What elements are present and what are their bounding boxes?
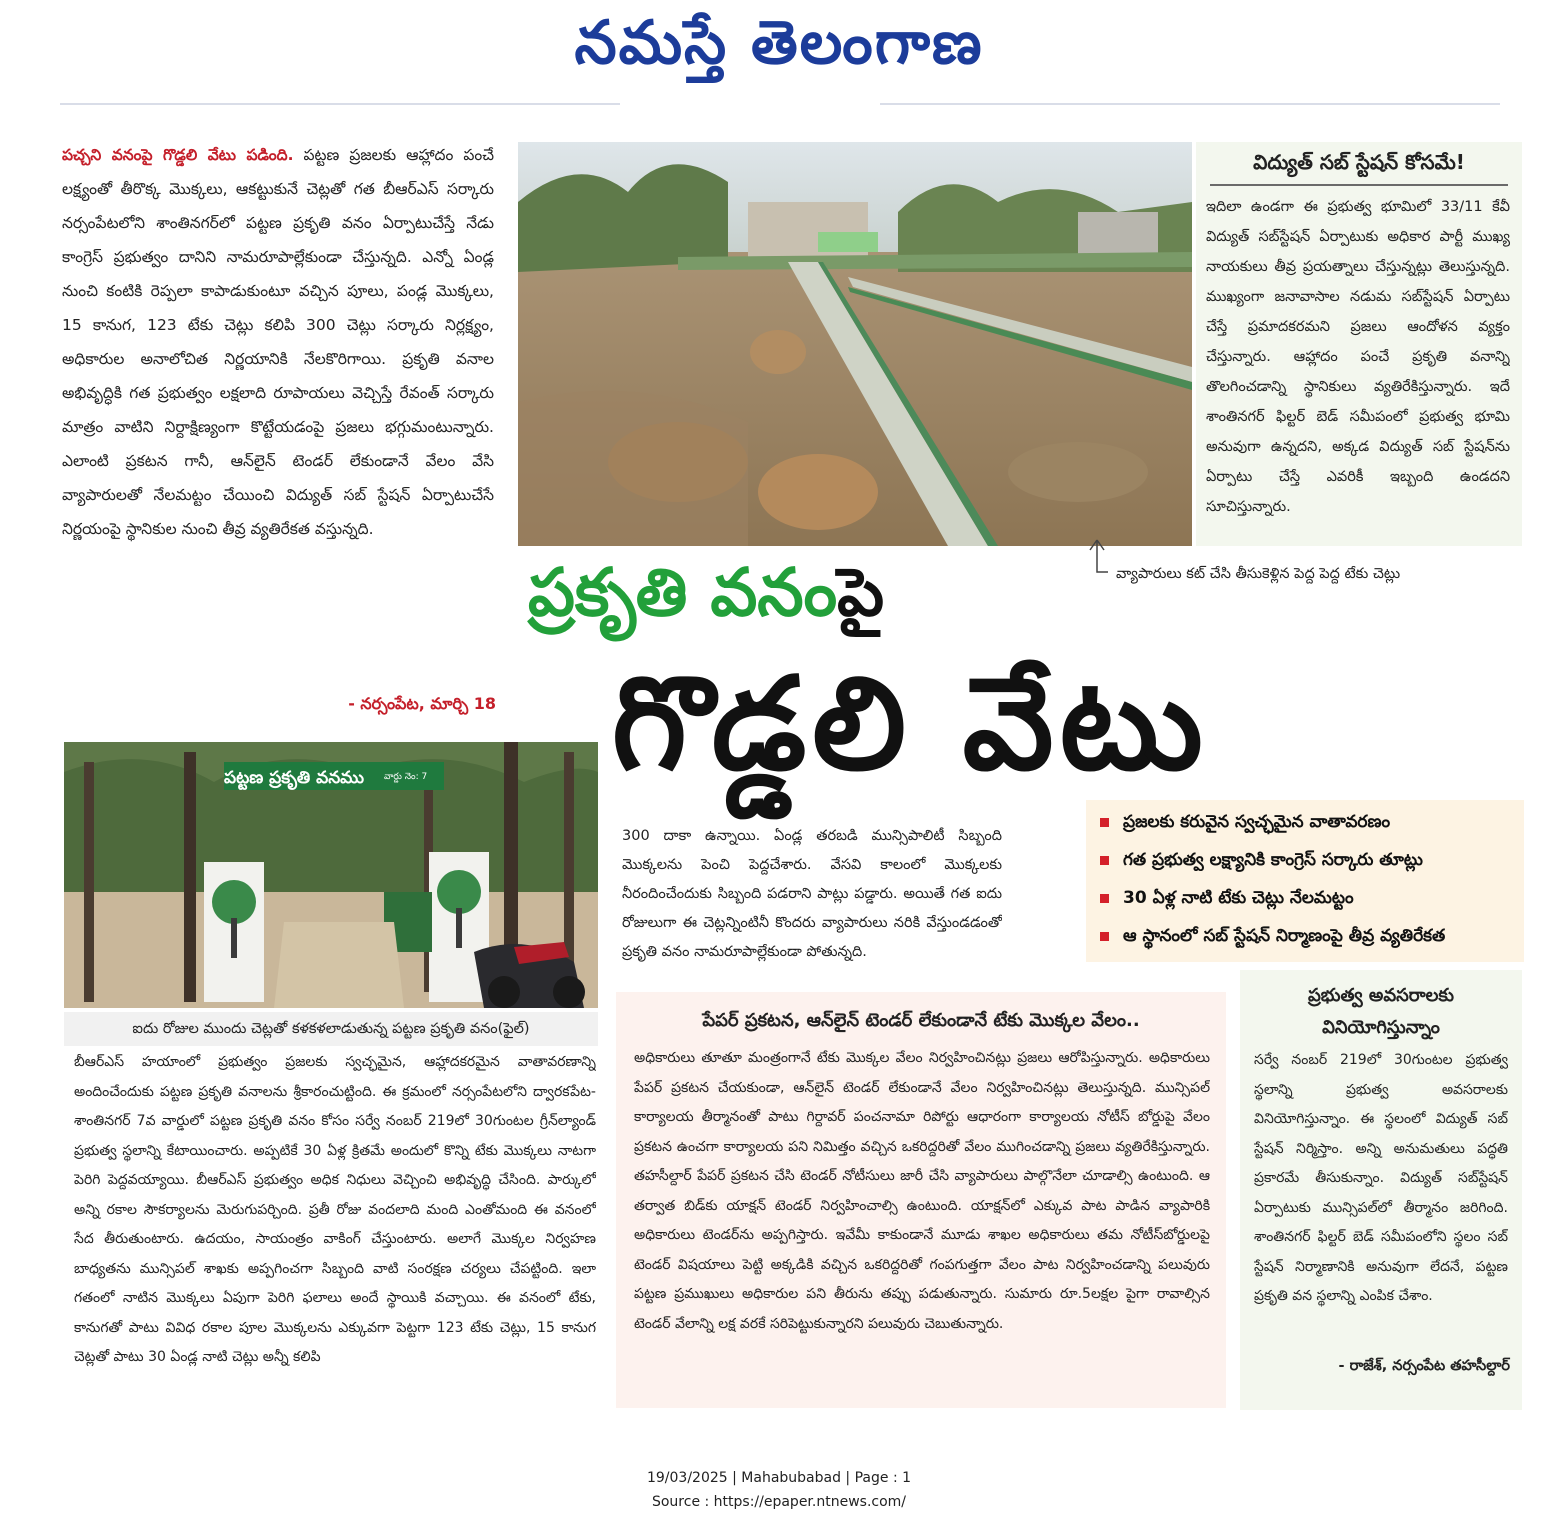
highlight-item: ఆ స్థానంలో సబ్ స్టేషన్ నిర్మాణంపై తీవ్ర వ్యతిరేకత <box>1100 926 1445 950</box>
substation-text: ఇదిలా ఉండగా ఈ ప్రభుత్వ భూమిలో 33/11 కేవీ విద్యుత్ సబ్‌స్టేషన్ ఏర్పాటుకు అధికార పార్టీ ముఖ్య నాయకులు తీవ్ర ప్రయత్నాలు చేస్తున్నట్లు తెలుస్తున్నది. ముఖ్యంగా జనావాసాల నడుమ సబ్‌స్టేషన్ ఏర్పాటు చేస్తే ప్రమాదకరమని ప్రజలు ఆందోళన వ్యక్తం చేస్తున్నారు. ఆహ్లాదం పంచే ప్రకృతి వనాన్ని తొలగించడాన్ని స్థానికులు వ్యతిరేకిస్తున్నారు. ఇదే శాంతినగర్ ఫిల్టర్ బెడ్ సమీపంలో ప్రభుత్వ భూమి అనువుగా ఉన్నదని, అక్కడ విద్యుత్ సబ్ స్టేషన్‌ను ఏర్పాటు చేస్తే ఎవరికీ ఇబ్బంది ఉండదని సూచిస్తున్నారు. <box>1206 199 1510 515</box>
lead-article <box>62 138 494 698</box>
headline-line1 <box>528 554 1088 650</box>
newspaper-title: నమస్తే తెలంగాణ <box>574 8 984 78</box>
park-sign-ward: వార్డు నెం: 7 <box>384 772 428 782</box>
official-box <box>1240 970 1522 1410</box>
highlights-box <box>1086 800 1524 962</box>
headline-line2: గొడ్డలి వేటు <box>612 650 1209 799</box>
park-photo-caption: ఐదు రోజుల ముందు చెట్లతో కళకళలాడుతున్న పట్టణ ప్రకృతి వనం(ఫైల్) <box>64 1012 598 1046</box>
dateline: - నర్సంపేట, మార్చి 18 <box>348 694 496 713</box>
top-photo-caption: వ్యాపారులు కట్ చేసి తీసుకెళ్లిన పెద్ద పెద్ద టేకు చెట్లు <box>1116 566 1401 582</box>
highlight-item: 30 ఏళ్ల నాటి టేకు చెట్లు నేలమట్టం <box>1100 888 1354 912</box>
lead-sentence: పచ్చని వనంపై గొడ్డలి వేటు పడింది. <box>62 146 294 164</box>
top-photo <box>518 142 1192 546</box>
auction-heading: పేపర్ ప్రకటన, ఆన్‌లైన్ టెండర్ లేకుండానే టేకు మొక్కల వేలం.. <box>702 1010 1140 1031</box>
cut-trees-photo <box>518 142 1192 546</box>
masthead <box>0 0 1558 118</box>
highlight-item: ప్రజలకు కరువైన స్వచ్ఛమైన వాతావరణం <box>1100 812 1390 836</box>
headline-green-text: ప్రకృతి వనం <box>528 554 838 631</box>
official-text: సర్వే నంబర్ 219లో 30గుంటల ప్రభుత్వ స్థలాన్ని ప్రభుత్వ అవసరాలకు వినియోగిస్తున్నాం. ఈ స్థలంలో విద్యుత్ సబ్ స్టేషన్ నిర్మిస్తాం. అన్ని అనుమతులు పద్ధతి ప్రకారమే తీసుకున్నాం. విద్యుత్ సబ్‌స్టేషన్ ఏర్పాటుకు మున్సిపల్‌లో తీర్మానం జరిగింది. శాంతినగర్ ఫిల్టర్ బెడ్ సమీపంలోని స్థలం సబ్ స్టేషన్ నిర్మాణానికి అనువుగా లేదనే, పట్టణ ప్రకృతి వన స్థలాన్ని ఎంపిక చేశాం. <box>1254 1052 1508 1304</box>
highlight-item: గత ప్రభుత్వ లక్ష్యానికి కాంగ్రెస్ సర్కారు తూట్లు <box>1100 850 1423 874</box>
footer-date: 19/03/2025 | Mahabubabad | Page : 1 <box>646 1470 912 1486</box>
caption-arrow <box>1086 538 1108 582</box>
auction-box <box>616 992 1226 1408</box>
box-divider <box>1210 184 1508 186</box>
masthead-rule-left <box>60 103 620 105</box>
masthead-rule-right <box>880 103 1500 105</box>
official-heading: ప్రభుత్వ అవసరాలకు వినియోగిస్తున్నాం <box>1307 985 1455 1038</box>
park-entrance-photo <box>64 742 598 1008</box>
headline-black-suffix: పై <box>837 554 885 631</box>
official-signature: - రాజేశ్, నర్సంపేట తహసీల్దార్ <box>1338 1358 1510 1374</box>
left-body-text: బీఆర్ఎస్ హయాంలో ప్రభుత్వం ప్రజలకు స్వచ్ఛమైన, ఆహ్లాదకరమైన వాతావరణాన్ని అందించేందుకు పట్టణ ప్రకృతి వనాలను శ్రీకారంచుట్టింది. ఈ క్రమంలో నర్సంపేటలోని ద్వారకపేట-శాంతినగర్ 7వ వార్డులో పట్టణ ప్రకృతి వనం కోసం సర్వే నంబర్ 219లో 30గుంటల గ్రీన్‌ల్యాండ్ ప్రభుత్వ స్థలాన్ని కేటాయించారు. అప్పటికే 30 ఏళ్ల క్రితమే అందులో కొన్ని టేకు మొక్కలు నాటగా పెరిగి పెద్దవయ్యాయి. బీఆర్ఎస్ ప్రభుత్వం అధిక నిధులు వెచ్చించి అభివృద్ధి చేసింది. పార్కులో అన్ని రకాల సౌకర్యాలను మెరుగుపర్చింది. ప్రతీ రోజు వందలాది మంది ఎంతోమంది ఈ వనంలో సేద తీరుతుంటారు. ఉదయం, సాయంత్రం వాకింగ్ చేస్తుంటారు. అలాగే మొక్కల నిర్వహణ బాధ్యతను మున్సిపల్ శాఖకు అప్పగించగా సిబ్బంది వాటి సంరక్షణ చర్యలు చేపట్టింది. ఇలా గతంలో నాటిన మొక్కలు ఏపుగా పెరిగి ఫలాలు అందే స్థాయికి వచ్చాయి. ఈ వనంలో టేకు, కానుగతో పాటు వివిధ రకాల పూల మొక్కలను ఎక్కువగా పెట్టగా 123 టేకు చెట్లు, 15 కానుగ చెట్లతో పాటు 30 ఏండ్ల నాటి చెట్లు అన్నీ కలిపి <box>74 1054 596 1365</box>
substation-box <box>1196 142 1522 546</box>
middle-text: 300 దాకా ఉన్నాయి. ఏండ్ల తరబడి మున్సిపాలిటీ సిబ్బంది మొక్కలను పెంచి పెద్దచేశారు. వేసవి కాలంలో మొక్కలకు నీరందించేందుకు సిబ్బంది పడరాని పాట్లు పడ్డారు. అయితే గత ఐదు రోజులుగా ఈ చెట్లన్నింటినీ కొందరు వ్యాపారులు నరికి వేస్తుండడంతో ప్రకృతి వనం నామరూపాల్లేకుండా పోతున్నది. <box>622 828 1002 960</box>
substation-heading: విద్యుత్ సబ్ స్టేషన్ కోసమే! <box>1253 150 1465 174</box>
park-sign: పట్టణ ప్రకృతి వనము <box>224 768 365 788</box>
auction-text: అధికారులు తూతూ మంత్రంగానే టేకు మొక్కల వేలం నిర్వహించినట్లు ప్రజలు ఆరోపిస్తున్నారు. అధికారులు పేపర్ ప్రకటన చేయకుండా, ఆన్‌లైన్ టెండర్ లేకుండానే వేలం నిర్వహించినట్లు తెలుస్తున్నది. మున్సిపల్ కార్యాలయ తీర్మానంతో పాటు గిర్దావర్ పంచనామా రిపోర్టు ఆధారంగా కార్యాలయ నోటీస్ బోర్డుపై వేలం ప్రకటన ఉంచగా కార్యాలయ పని నిమిత్తం వచ్చిన ఒకరిద్దరితో వేలం ముగించడాన్ని ప్రజలు వ్యతిరేకిస్తున్నారు. తహసీల్దార్ పేపర్ ప్రకటన చేసి టెండర్ నోటీసులు జారీ చేసి వ్యాపారులు పాల్గొనేలా చూడాల్సి ఉంటుంది. ఆ తర్వాత బిడ్‌కు యాక్షన్ టెండర్ నిర్వహించాల్సి ఉంటుంది. యాక్షన్‌లో ఎక్కువ పాట పాడిన వ్యాపారికి అధికారులు టెండర్‌ను అప్పగిస్తారు. ఇవేమీ కాకుండానే మూడు శాఖల అధికారులు తమ నోటీస్‌బోర్డులపై టెండర్ విషయాలు పెట్టి అక్కడికి వచ్చిన ఒకరిద్దరితో గంపగుత్తగా వేలం పాట నిర్వహించడాన్ని పలువురు పట్టణ ప్రముఖులు అధికారుల పని తీరును తప్పు పడుతున్నారు. సుమారు రూ.5లక్షల పైగా రావాల్సిన టెండర్ వేలాన్ని లక్ష వరకే సరిపెట్టుకున్నారని పలువురు చెబుతున్నారు. <box>634 1050 1210 1332</box>
footer-source: Source : https://epaper.ntnews.com/ <box>651 1494 907 1510</box>
lead-text: పట్టణ ప్రజలకు ఆహ్లాదం పంచే లక్ష్యంతో తీరొక్క మొక్కలు, ఆకట్టుకునే చెట్లతో గత బీఆర్ఎస్ సర్కారు నర్సంపేటలోని శాంతినగర్‌లో పట్టణ ప్రకృతి వనం ఏర్పాటుచేస్తే నేడు కాంగ్రెస్ ప్రభుత్వం దానిని నామరూపాల్లేకుండా చేస్తున్నది. ఎన్నో ఏండ్ల నుంచి కంటికి రెప్పలా కాపాడుకుంటూ వచ్చిన పూలు, పండ్ల మొక్కలు, 15 కానుగ, 123 టేకు చెట్లు కలిపి 300 చెట్లు సర్కారు నిర్లక్ష్యం, అధికారుల అనాలోచిత నిర్ణయానికి నేలకొరిగాయి. ప్రకృతి వనాల అభివృద్ధికి గత ప్రభుత్వం లక్షలాది రూపాయలు వెచ్చిస్తే రేవంత్ సర్కారు మాత్రం వాటిని నిర్దాక్షిణ్యంగా కొట్టేయడంపై ప్రజలు భగ్గుమంటున్నారు. ఎలాంటి ప్రకటన గానీ, ఆన్‌లైన్ టెండర్ లేకుండానే వేలం వేసి వ్యాపారులతో నేలమట్టం చేయించి విద్యుత్ సబ్ స్టేషన్ ఏర్పాటుచేసే నిర్ణయంపై స్థానికుల నుంచి తీవ్ర వ్యతిరేకత వస్తున్నది. <box>62 146 494 538</box>
